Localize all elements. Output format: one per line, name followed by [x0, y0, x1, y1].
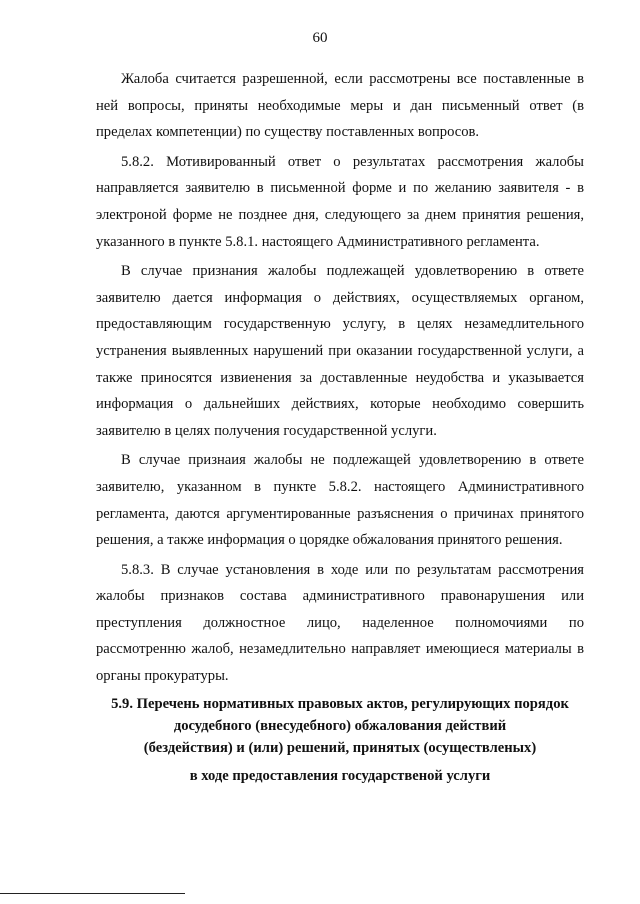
heading-line-1: 5.9. Перечень нормативных правовых актов, регулирующих порядок: [111, 696, 569, 712]
section-heading: [96, 693, 584, 787]
paragraph-complaint-rejected: В случае признаия жалобы не подлежащей удовлетворению в ответе заявителю, указанном в пункте 5.8.2. настоящего Административного регламента, даются аргументированные разъяснения о причинах принятого решения, а также информация о цорядке обжалования принятого решения.: [96, 452, 584, 549]
heading-line-4: в ходе предоставления государственой услуги: [189, 768, 491, 784]
heading-line-2: досудебного (внесудебного) обжалования действий: [173, 718, 507, 734]
document-body: [96, 66, 584, 690]
paragraph-5-8-3: 5.8.3. В случае установления в ходе или по результатам рассмотрения жалобы признаков состава административного правонарушения или преступления должностное лицо, наделенное полномочиями по рассмотренню жалоб, незамедлительно направляет имеющиеся материалы в органы прокуратуры.: [96, 561, 584, 685]
paragraph-5-8-2: 5.8.2. Мотивированный ответ о результатах рассмотрения жалобы направляется заявителю в письменной форме и по желанию заявителя - в электроной форме не позднее дня, следующего за днем принятия решения, указанного в пункте 5.8.1. настоящего Административного регламента.: [96, 153, 584, 250]
heading-line-3: (бездействия) и (или) решений, принятых (осуществленых): [143, 740, 537, 756]
paragraph-complaint-resolved: Жалоба считается разрешенной, если рассмотрены все поставленные в ней вопросы, приняты необходимые меры и дан письменный ответ (в пределах компетенции) по существу поставленных вопросов.: [96, 71, 584, 141]
page-number: 60: [312, 30, 328, 46]
footnote-divider: [0, 893, 185, 894]
paragraph-complaint-satisfied: В случае признания жалобы подлежащей удовлетворению в ответе заявителю дается информация о действиях, осуществляемых органом, предоставляющим государственную услугу, в целях незамедлительного устранения выявленных нарушений при оказании государственной услуги, а также приносятся извиенения за доставленные неудобства и указывается информация о дальнейших действиях, которые необходимо совершить заявителю в целях получения государственной услуги.: [96, 263, 584, 439]
